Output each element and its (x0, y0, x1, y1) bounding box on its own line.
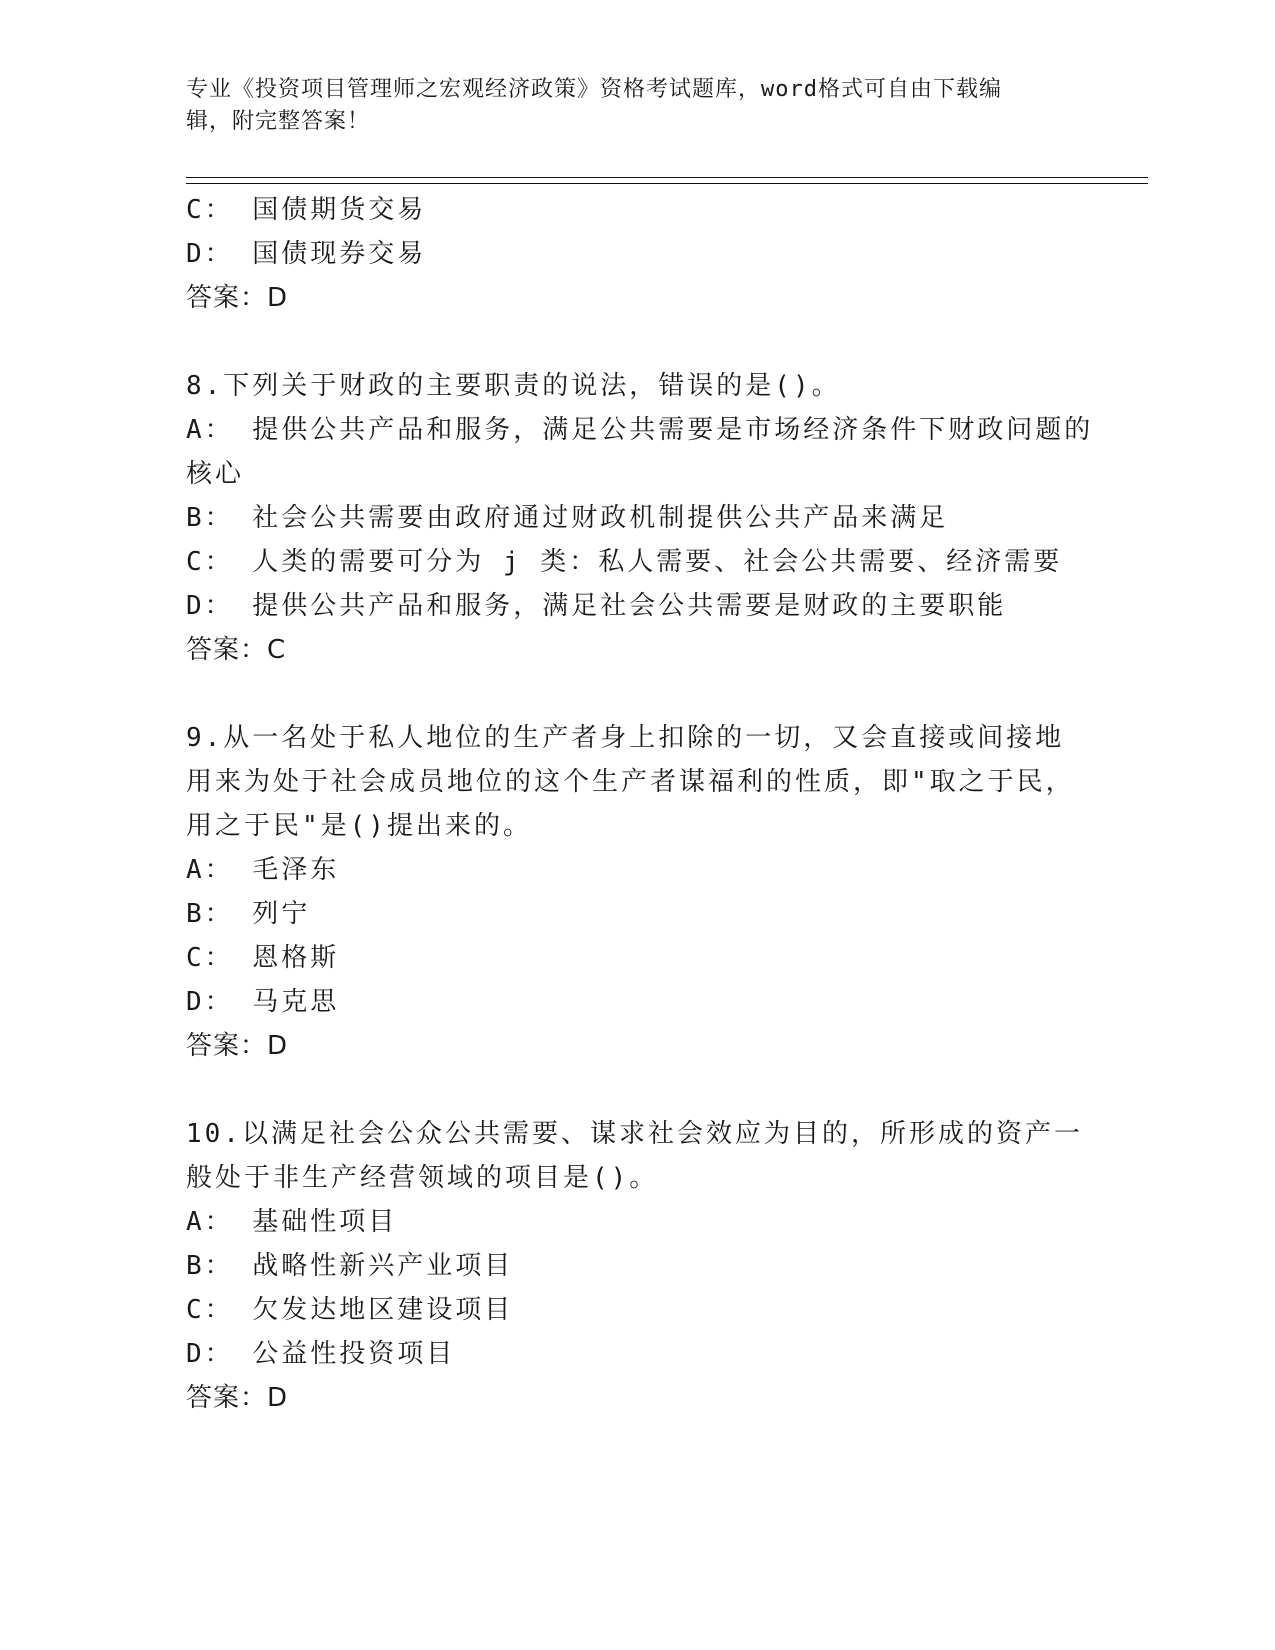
q10-option-b: B： 战略性新兴产业项目 (186, 1251, 514, 1281)
header-line-2: 辑，附完整答案！ (186, 109, 371, 134)
q9-option-a: A： 毛泽东 (186, 855, 340, 885)
q8-stem: 8.下列关于财政的主要职责的说法，错误的是()。 (186, 371, 841, 401)
q7-option-d: D： 国债现券交易 (186, 239, 427, 269)
header-line-1: 专业《投资项目管理师之宏观经济政策》资格考试题库，word格式可自由下载编 (186, 77, 1002, 102)
q9-option-b: B： 列宁 (186, 899, 311, 929)
q7-option-c: C： 国债期货交易 (186, 195, 427, 225)
q9-stem-line-2: 用来为处于社会成员地位的这个生产者谋福利的性质，即"取之于民， (186, 767, 1075, 797)
q9-option-c: C： 恩格斯 (186, 943, 340, 973)
q8-option-c: C： 人类的需要可分为 j 类：私人需要、社会公共需要、经济需要 (186, 547, 1063, 577)
q8-option-a: A： 提供公共产品和服务，满足公共需要是市场经济条件下财政问题的 (186, 415, 1094, 445)
q10-option-d: D： 公益性投资项目 (186, 1339, 456, 1369)
q9-stem-line-3: 用之于民"是()提出来的。 (186, 811, 532, 841)
q10-option-c: C： 欠发达地区建设项目 (186, 1295, 514, 1325)
q9-option-d: D： 马克思 (186, 987, 340, 1017)
q9-answer: 答案：D (186, 1031, 289, 1061)
q10-stem-line-2: 般处于非生产经营领域的项目是()。 (186, 1163, 659, 1193)
q8-option-b: B： 社会公共需要由政府通过财政机制提供公共产品来满足 (186, 503, 949, 533)
q8-answer: 答案：C (186, 635, 287, 665)
document-header (186, 74, 1066, 138)
q8-option-d: D： 提供公共产品和服务，满足社会公共需要是财政的主要职能 (186, 591, 1007, 621)
q10-answer: 答案：D (186, 1383, 289, 1413)
header-divider-top (186, 177, 1148, 178)
q10-stem-line-1: 10.以满足社会公众公共需要、谋求社会效应为目的，所形成的资产一 (186, 1119, 1083, 1149)
q8-option-a-cont: 核心 (186, 459, 245, 489)
q9-stem-line-1: 9.从一名处于私人地位的生产者身上扣除的一切，又会直接或间接地 (186, 723, 1065, 753)
q7-answer: 答案：D (186, 283, 289, 313)
header-divider-bottom (186, 183, 1148, 184)
q10-option-a: A： 基础性项目 (186, 1207, 398, 1237)
